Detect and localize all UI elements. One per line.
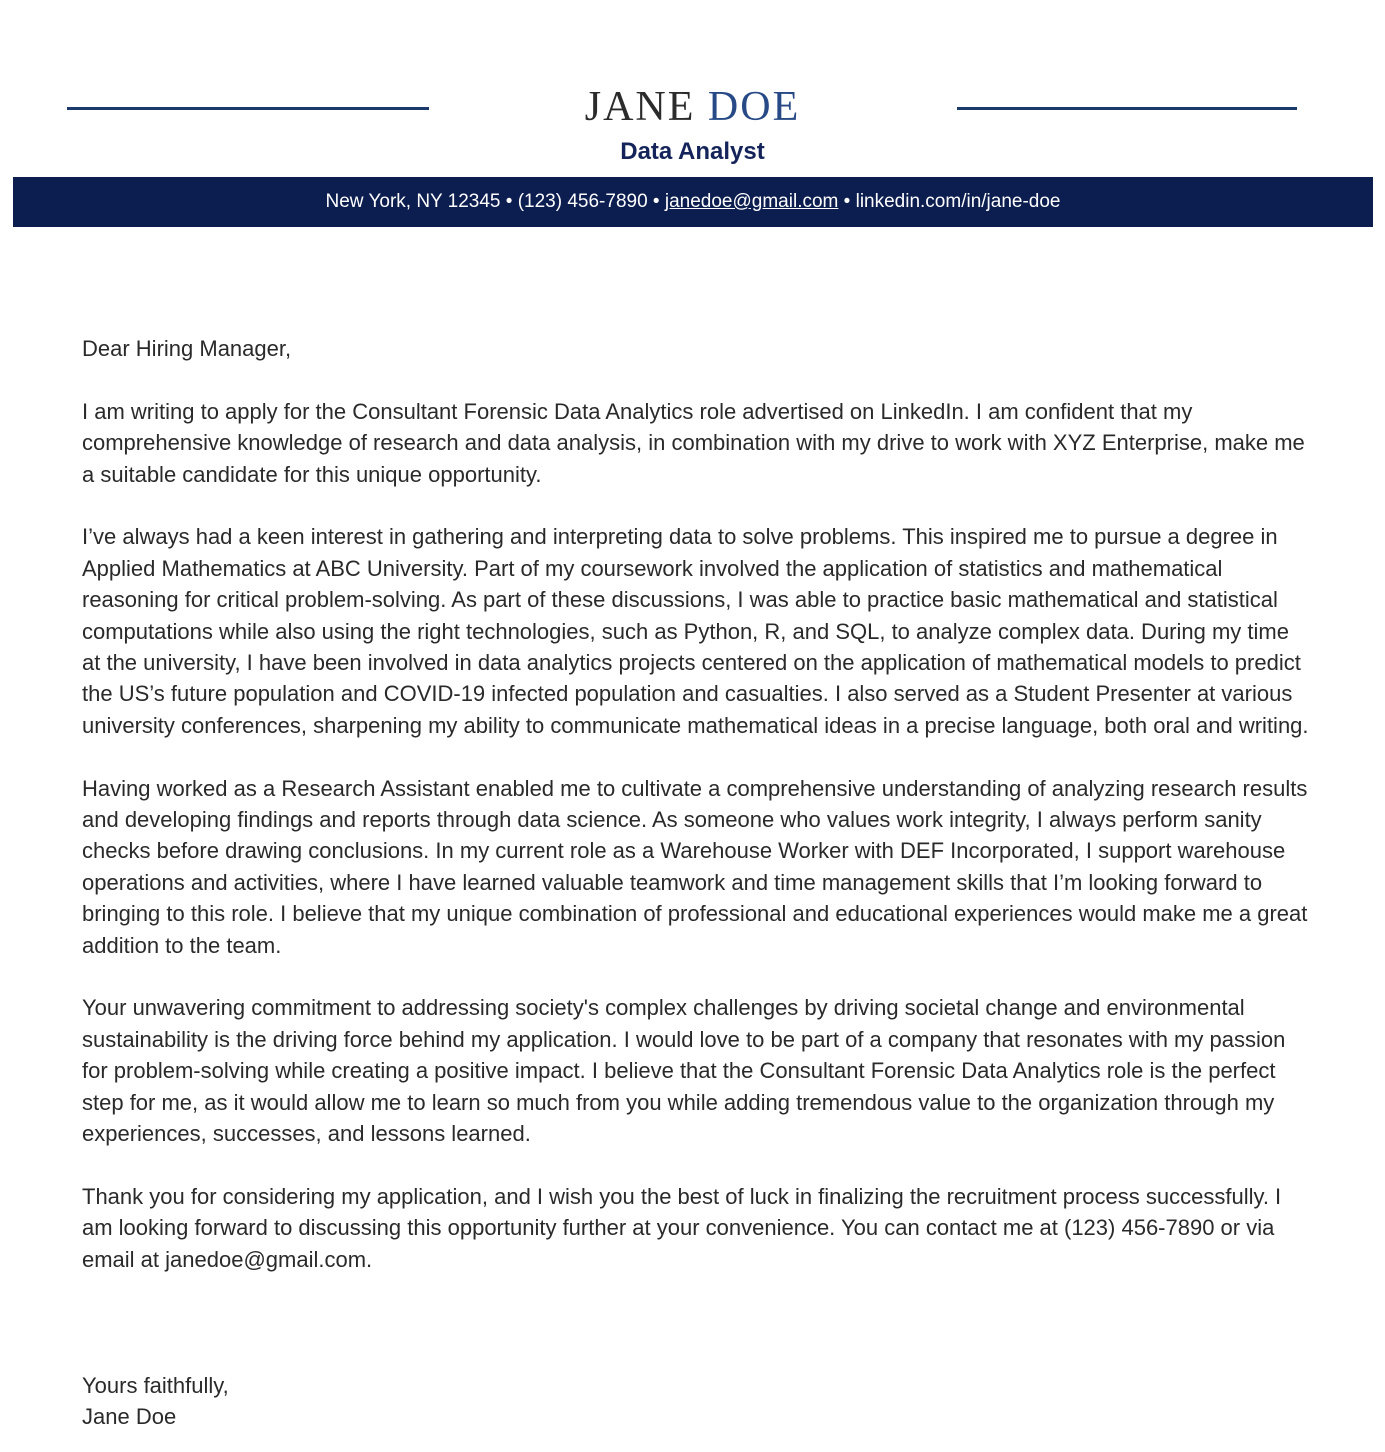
letter-body — [82, 333, 1312, 1307]
contact-separator: • — [500, 191, 518, 212]
body-paragraph: Your unwavering commitment to addressing society's complex challenges by driving societal change and environmental sustainability is the driving force behind my application. I would love to be part of a company that resonates with my passion for problem-solving while creating a positive impact. I believe that the Consultant Forensic Data Analytics role is the perfect step for me, as it would allow me to learn so much from you while adding tremendous value to the organization through my experiences, successes, and lessons learned. — [82, 995, 1286, 1147]
salutation: Dear Hiring Manager, — [82, 336, 292, 361]
contact-bar — [13, 177, 1373, 227]
contact-separator: • — [838, 191, 856, 212]
job-title: Data Analyst — [620, 138, 765, 165]
body-paragraph: Having worked as a Research Assistant enabled me to cultivate a comprehensive understanding of analyzing research results and developing findings and reports through data science. As someone who values work integrity, I always perform sanity checks before drawing conclusions. In my current role as a Warehouse Worker with DEF Incorporated, I support warehouse operations and activities, where I have learned valuable teamwork and time management skills that I’m looking forward to bringing to this role. I believe that my unique combination of professional and educational experiences would make me a great addition to the team. — [82, 775, 1308, 958]
contact-separator: • — [647, 191, 665, 212]
first-name: JANE — [584, 84, 696, 130]
body-paragraph: I am writing to apply for the Consultant Forensic Data Analytics role advertised on LinkedIn. I am confident that my comprehensive knowledge of research and data analysis, in combination with my drive to work with XYZ Enterprise, make me a suitable candidate for this unique opportunity. — [82, 398, 1305, 487]
applicant-name — [0, 80, 1385, 134]
body-paragraph: I’ve always had a keen interest in gathering and interpreting data to solve problems. This inspired me to pursue a degree in Applied Mathematics at ABC University. Part of my coursework involved the application of statistics and mathematical reasoning for critical problem-solving. As part of these discussions, I was able to practice basic mathematical and statistical computations while also using the right technologies, such as Python, R, and SQL, to analyze complex data. During my time at the university, I have been involved in data analytics projects centered on the application of mathematical models to predict the US’s future population and COVID-19 infected population and casualties. I also served as a Student Presenter at various university conferences, sharpening my ability to communicate mathematical ideas in a precise language, both oral and writing. — [82, 524, 1309, 738]
contact-email-link[interactable]: janedoe@gmail.com — [664, 191, 839, 212]
closing-phrase: Yours faithfully, — [82, 1373, 229, 1398]
contact-location: New York, NY 12345 — [325, 191, 501, 212]
body-paragraph: Thank you for considering my application, and I wish you the best of luck in finalizing the recruitment process successfully. I am looking forward to discussing this opportunity further at your convenience. You can contact me at (123) 456-7890 or via email at janedoe@gmail.com. — [82, 1183, 1282, 1272]
letter-closing — [82, 1370, 229, 1433]
contact-phone: (123) 456-7890 — [517, 191, 648, 212]
last-name: DOE — [707, 84, 801, 130]
letter-header — [0, 0, 1385, 230]
contact-linkedin: linkedin.com/in/jane-doe — [855, 191, 1061, 212]
signature: Jane Doe — [82, 1404, 177, 1430]
